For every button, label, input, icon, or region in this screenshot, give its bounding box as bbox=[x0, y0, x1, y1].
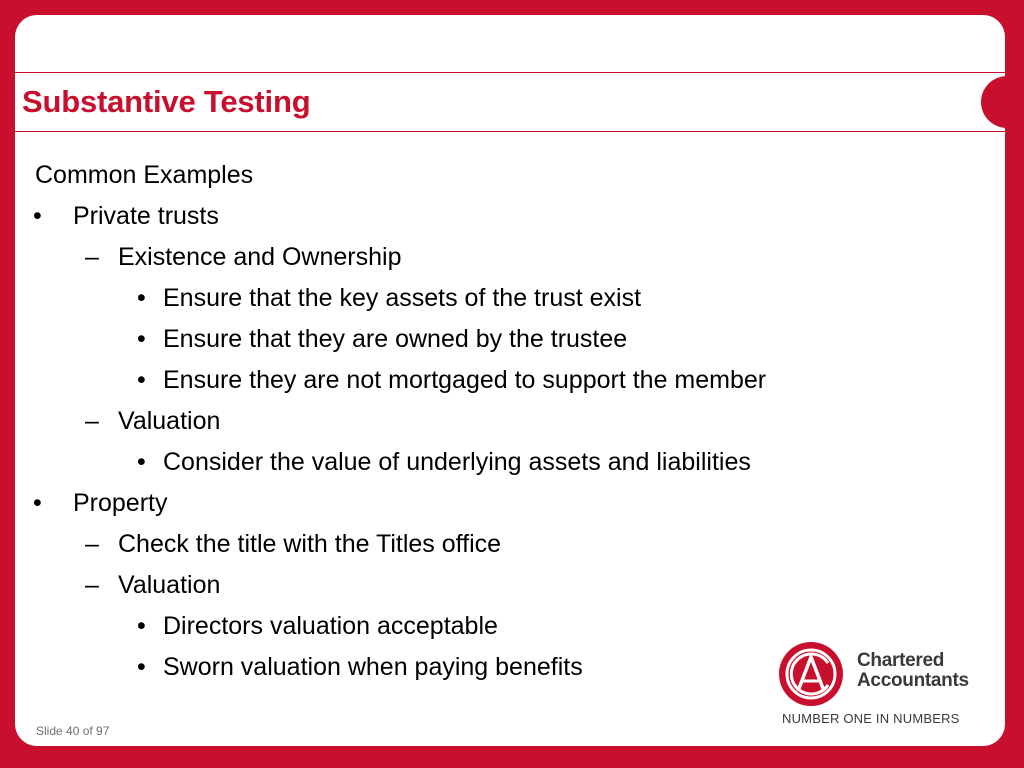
bullet-marker: • bbox=[137, 612, 146, 640]
list-item bbox=[15, 401, 975, 442]
list-item-text: Valuation bbox=[118, 407, 221, 435]
list-item bbox=[15, 524, 975, 565]
logo-name-line2: Accountants bbox=[857, 670, 969, 691]
list-item bbox=[15, 237, 975, 278]
list-item-text: Valuation bbox=[118, 571, 221, 599]
bullet-marker: • bbox=[33, 202, 42, 230]
ca-monogram-icon bbox=[778, 641, 844, 707]
dash-marker: – bbox=[85, 530, 99, 558]
list-item-text: Ensure that they are owned by the trustee bbox=[163, 325, 628, 353]
slide-content bbox=[15, 155, 975, 688]
bullet-marker: • bbox=[33, 489, 42, 517]
title-tab-circle bbox=[981, 76, 1005, 128]
bullet-marker: • bbox=[137, 448, 146, 476]
list-item bbox=[15, 319, 975, 360]
bullet-marker: • bbox=[137, 653, 146, 681]
bullet-marker: • bbox=[137, 284, 146, 312]
slide bbox=[15, 15, 1005, 746]
content-heading: Common Examples bbox=[35, 161, 254, 189]
dash-marker: – bbox=[85, 243, 99, 271]
list-item-text: Ensure they are not mortgaged to support the member bbox=[163, 366, 767, 394]
slide-number: Slide 40 of 97 bbox=[36, 724, 110, 738]
list-item bbox=[15, 565, 975, 606]
list-item bbox=[15, 442, 975, 483]
list-item-text: Property bbox=[73, 489, 168, 517]
slide-title: Substantive Testing bbox=[22, 84, 311, 119]
list-item bbox=[15, 360, 975, 401]
list-item-text: Private trusts bbox=[73, 202, 219, 230]
logo-name bbox=[857, 651, 969, 691]
logo-tagline: NUMBER ONE IN NUMBERS bbox=[782, 711, 960, 726]
list-item-text: Existence and Ownership bbox=[118, 243, 402, 271]
title-band bbox=[15, 72, 1005, 132]
list-item-text: Directors valuation acceptable bbox=[163, 612, 498, 640]
chartered-accountants-logo bbox=[778, 641, 993, 733]
list-item-text: Consider the value of underlying assets and liabilities bbox=[163, 448, 751, 476]
dash-marker: – bbox=[85, 407, 99, 435]
bullet-marker: • bbox=[137, 366, 146, 394]
bullet-marker: • bbox=[137, 325, 146, 353]
list-item bbox=[15, 278, 975, 319]
list-item-text: Ensure that the key assets of the trust exist bbox=[163, 284, 642, 312]
list-item-text: Check the title with the Titles office bbox=[118, 530, 502, 558]
list-item bbox=[15, 196, 975, 237]
content-heading-line bbox=[15, 155, 975, 196]
list-item bbox=[15, 483, 975, 524]
list-item-text: Sworn valuation when paying benefits bbox=[163, 653, 583, 681]
dash-marker: – bbox=[85, 571, 99, 599]
logo-name-line1: Chartered bbox=[857, 650, 945, 671]
